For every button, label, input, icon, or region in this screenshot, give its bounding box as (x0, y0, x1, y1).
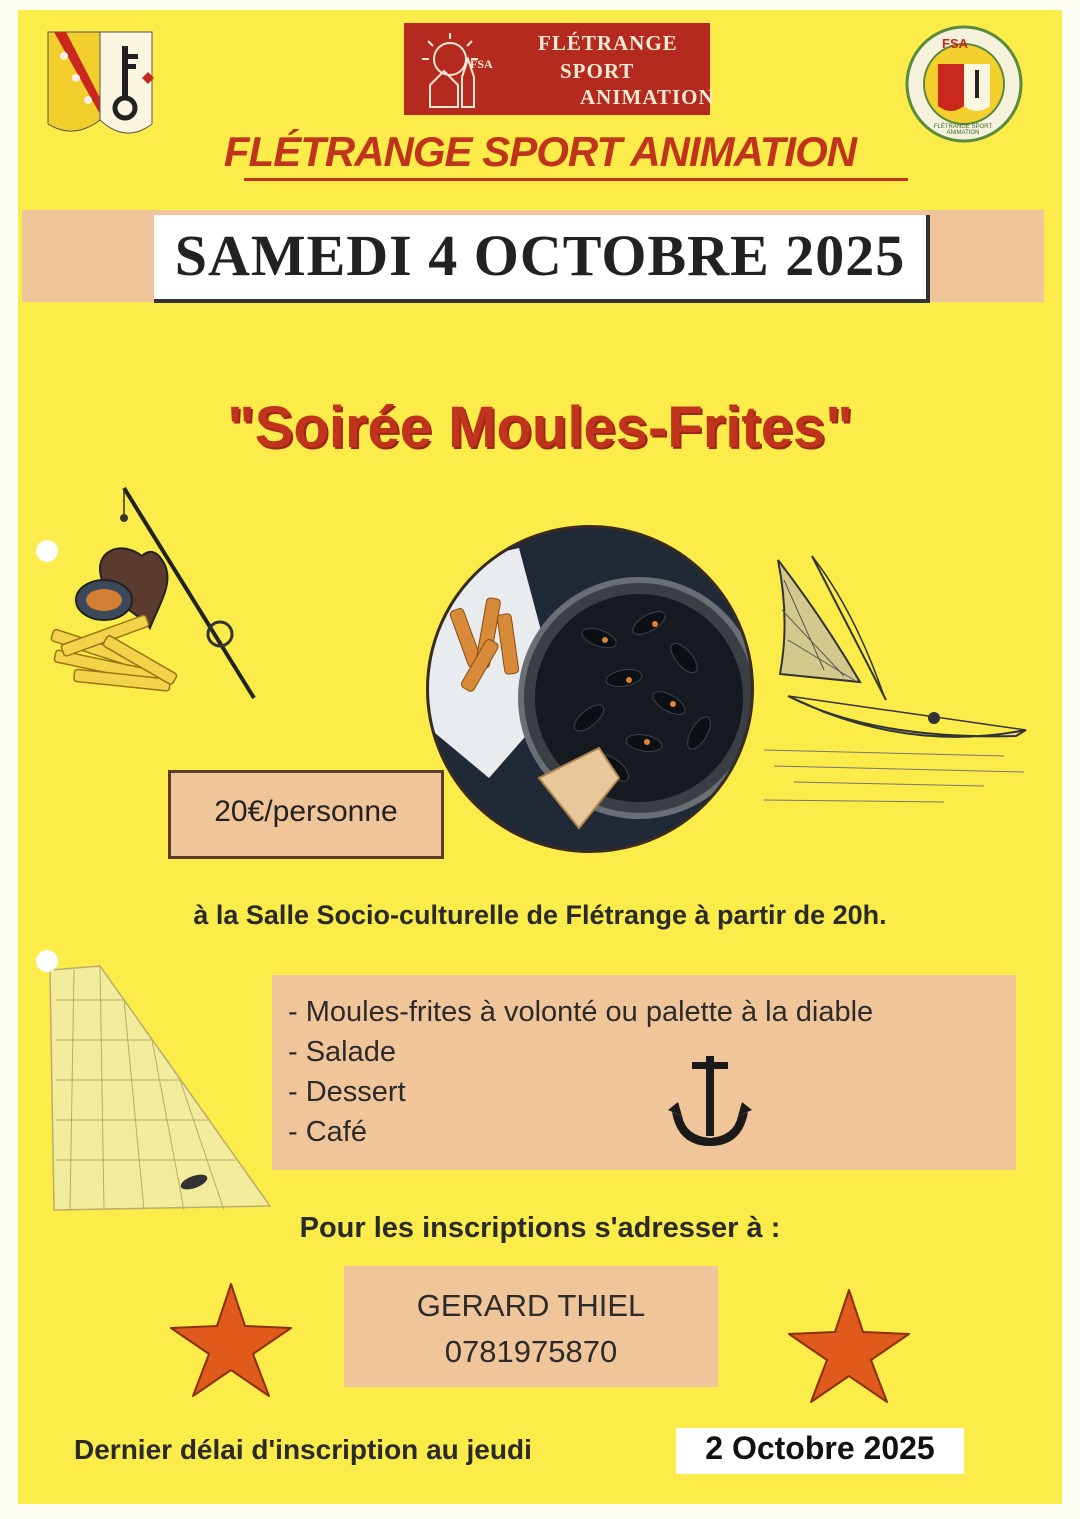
sun-church-icon (410, 29, 520, 109)
punch-hole (36, 540, 58, 562)
event-title: "Soirée Moules-Frites" (227, 395, 853, 460)
menu-item: - Salade (288, 1036, 397, 1068)
round-logo-ring-text: FLÉTRANGE SPORT ANIMATION (933, 124, 993, 136)
menu-item: - Dessert (288, 1076, 406, 1108)
mussels-pot-image (429, 528, 751, 850)
anchor-icon (668, 1050, 752, 1150)
mussels-photo (426, 525, 754, 853)
club-title-underline (244, 178, 908, 181)
sailboat-illustration (764, 550, 1034, 810)
fsa-badge: FSA (470, 57, 493, 71)
logo-line-2: SPORT (560, 59, 635, 83)
deadline-label: Dernier délai d'inscription au jeudi (74, 1434, 532, 1465)
logo-line-1: FLÉTRANGE (538, 31, 678, 55)
poster (18, 10, 1062, 1504)
menu-item: - Moules-frites à volonté ou palette à la diable (288, 996, 874, 1028)
menu-item: - Café (288, 1116, 367, 1148)
starfish-icon (784, 1286, 914, 1406)
deadline-date: 2 Octobre 2025 (705, 1430, 935, 1466)
club-title: FLÉTRANGE SPORT ANIMATION (223, 128, 857, 175)
round-logo-badge: FSA (942, 36, 968, 51)
venue-info: à la Salle Socio-culturelle de Flétrange à partir de 20h. (193, 900, 887, 930)
fishing-fries-illustration (40, 484, 270, 714)
fishing-net-illustration (44, 960, 274, 1220)
starfish-icon (166, 1280, 296, 1400)
logo-line-3: ANIMATION (580, 85, 715, 109)
punch-hole (36, 950, 58, 972)
contact-name: GERARD THIEL (416, 1288, 646, 1323)
registration-label: Pour les inscriptions s'adresser à : (299, 1212, 781, 1244)
fsa-logo (404, 23, 715, 115)
contact-phone: 0781975870 (444, 1334, 618, 1369)
price: 20€/personne (214, 795, 398, 828)
event-date: SAMEDI 4 OCTOBRE 2025 (174, 223, 906, 288)
